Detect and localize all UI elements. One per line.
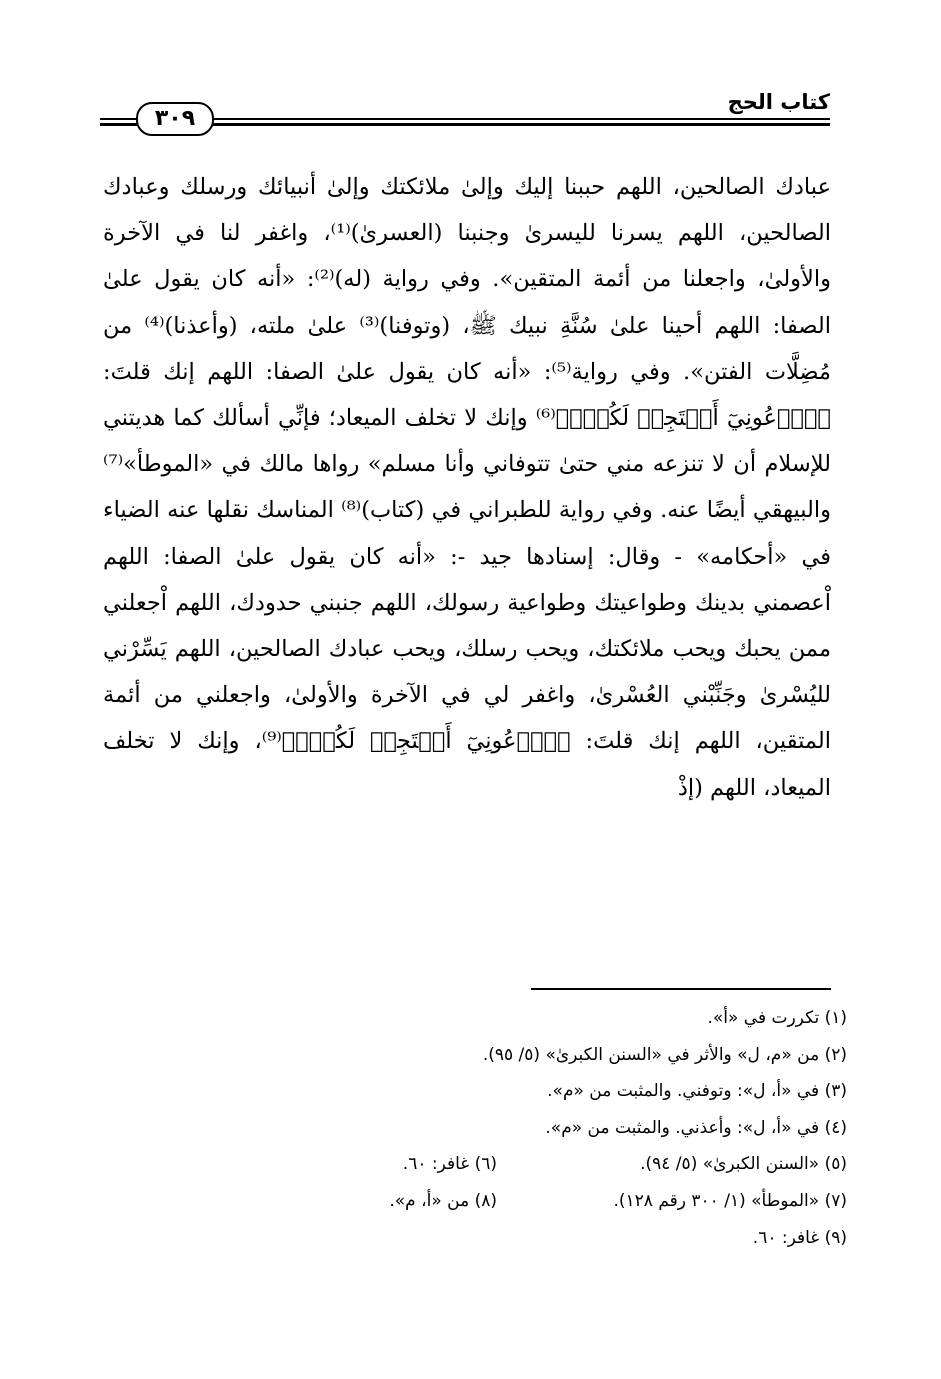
footnote-5: (٥) «السنن الكبرىٰ» (٥/ ٩٤).: [640, 1154, 847, 1175]
footnote-separator: [531, 988, 831, 990]
footnote-row-5-6: [127, 1146, 847, 1183]
footnotes: [127, 1000, 847, 1256]
footnote-1: (١) تكررت في «أ».: [707, 1008, 847, 1028]
footnote-3: (٣) في «أ، ل»: وتوفني. والمثبت من «م».: [547, 1081, 847, 1102]
footnote-6: (٦) غافر: ٦٠.: [402, 1154, 497, 1175]
footnote-9: (٩) غافر: ٦٠.: [752, 1227, 847, 1248]
footnote-8: (٨) من «أ، م».: [389, 1190, 497, 1211]
footnote-4: (٤) في «أ، ل»: وأعذني. والمثبت من «م».: [545, 1117, 847, 1138]
footnote-row-7-8: [127, 1183, 847, 1220]
page-number: ٣٠٩: [136, 102, 214, 136]
body-paragraph: عبادك الصالحين، اللهم حببنا إليك وإلىٰ ملائكتك وإلىٰ أنبيائك ورسلك وعبادك الصالحين، اللهم يسرنا لليسرىٰ وجنبنا (العسرىٰ)⁽¹⁾، واغفر لنا في الآخرة والأولىٰ، واجعلنا من أئمة المتقين». وفي رواية (له)⁽²⁾: «أنه كان يقول علىٰ الصفا: اللهم أحينا علىٰ سُنَّةِ نبيك ﷺ، (وتوفنا)⁽³⁾ علىٰ ملته، (وأعذنا)⁽⁴⁾ من مُضِلَّات الفتن». وفي رواية⁽⁵⁾: «أنه كان يقول علىٰ الصفا: اللهم إنك قلتَ: ﴿ٱدۡعُونِيٓ أَسۡتَجِبۡ لَكُمۡۚ﴾⁽⁶⁾ وإنك لا تخلف الميعاد؛ فإنِّي أسألك كما هديتني للإسلام أن لا تنزعه مني حتىٰ تتوفاني وأنا مسلم» رواها مالك في «الموطأ»⁽⁷⁾ والبيهقي أيضًا عنه. وفي رواية للطبراني في (كتاب)⁽⁸⁾ المناسك نقلها عنه الضياء في «أحكامه» - وقال: إسنادها جيد -: «أنه كان يقول علىٰ الصفا: اللهم اْعصمني بدينك وطواعيتك وطواعية رسولك، اللهم جنبني حدودك، اللهم اْجعلني ممن يحبك ويحب ملائكتك، ويحب رسلك، ويحب عبادك الصالحين، اللهم يَسِّرْني لليُسْرىٰ وجَنِّبْني العُسْرىٰ، واغفر لي في الآخرة والأولىٰ، واجعلني من أئمة المتقين، اللهم إنك قلتَ: ﴿ٱدۡعُونِيٓ أَسۡتَجِبۡ لَكُمۡۚ﴾⁽⁹⁾، وإنك لا تخلف الميعاد، اللهم (إذْ: [103, 174, 832, 801]
footnote-2: (٢) من «م، ل» والأثر في «السنن الكبرىٰ» (٥/ ٩٥).: [482, 1044, 847, 1065]
footnote-7: (٧) «الموطأ» (١/ ٣٠٠ رقم ١٢٨).: [613, 1190, 847, 1211]
main-text: [103, 164, 831, 811]
page-header: [100, 88, 830, 132]
book-title: كتاب الحج: [718, 88, 830, 116]
